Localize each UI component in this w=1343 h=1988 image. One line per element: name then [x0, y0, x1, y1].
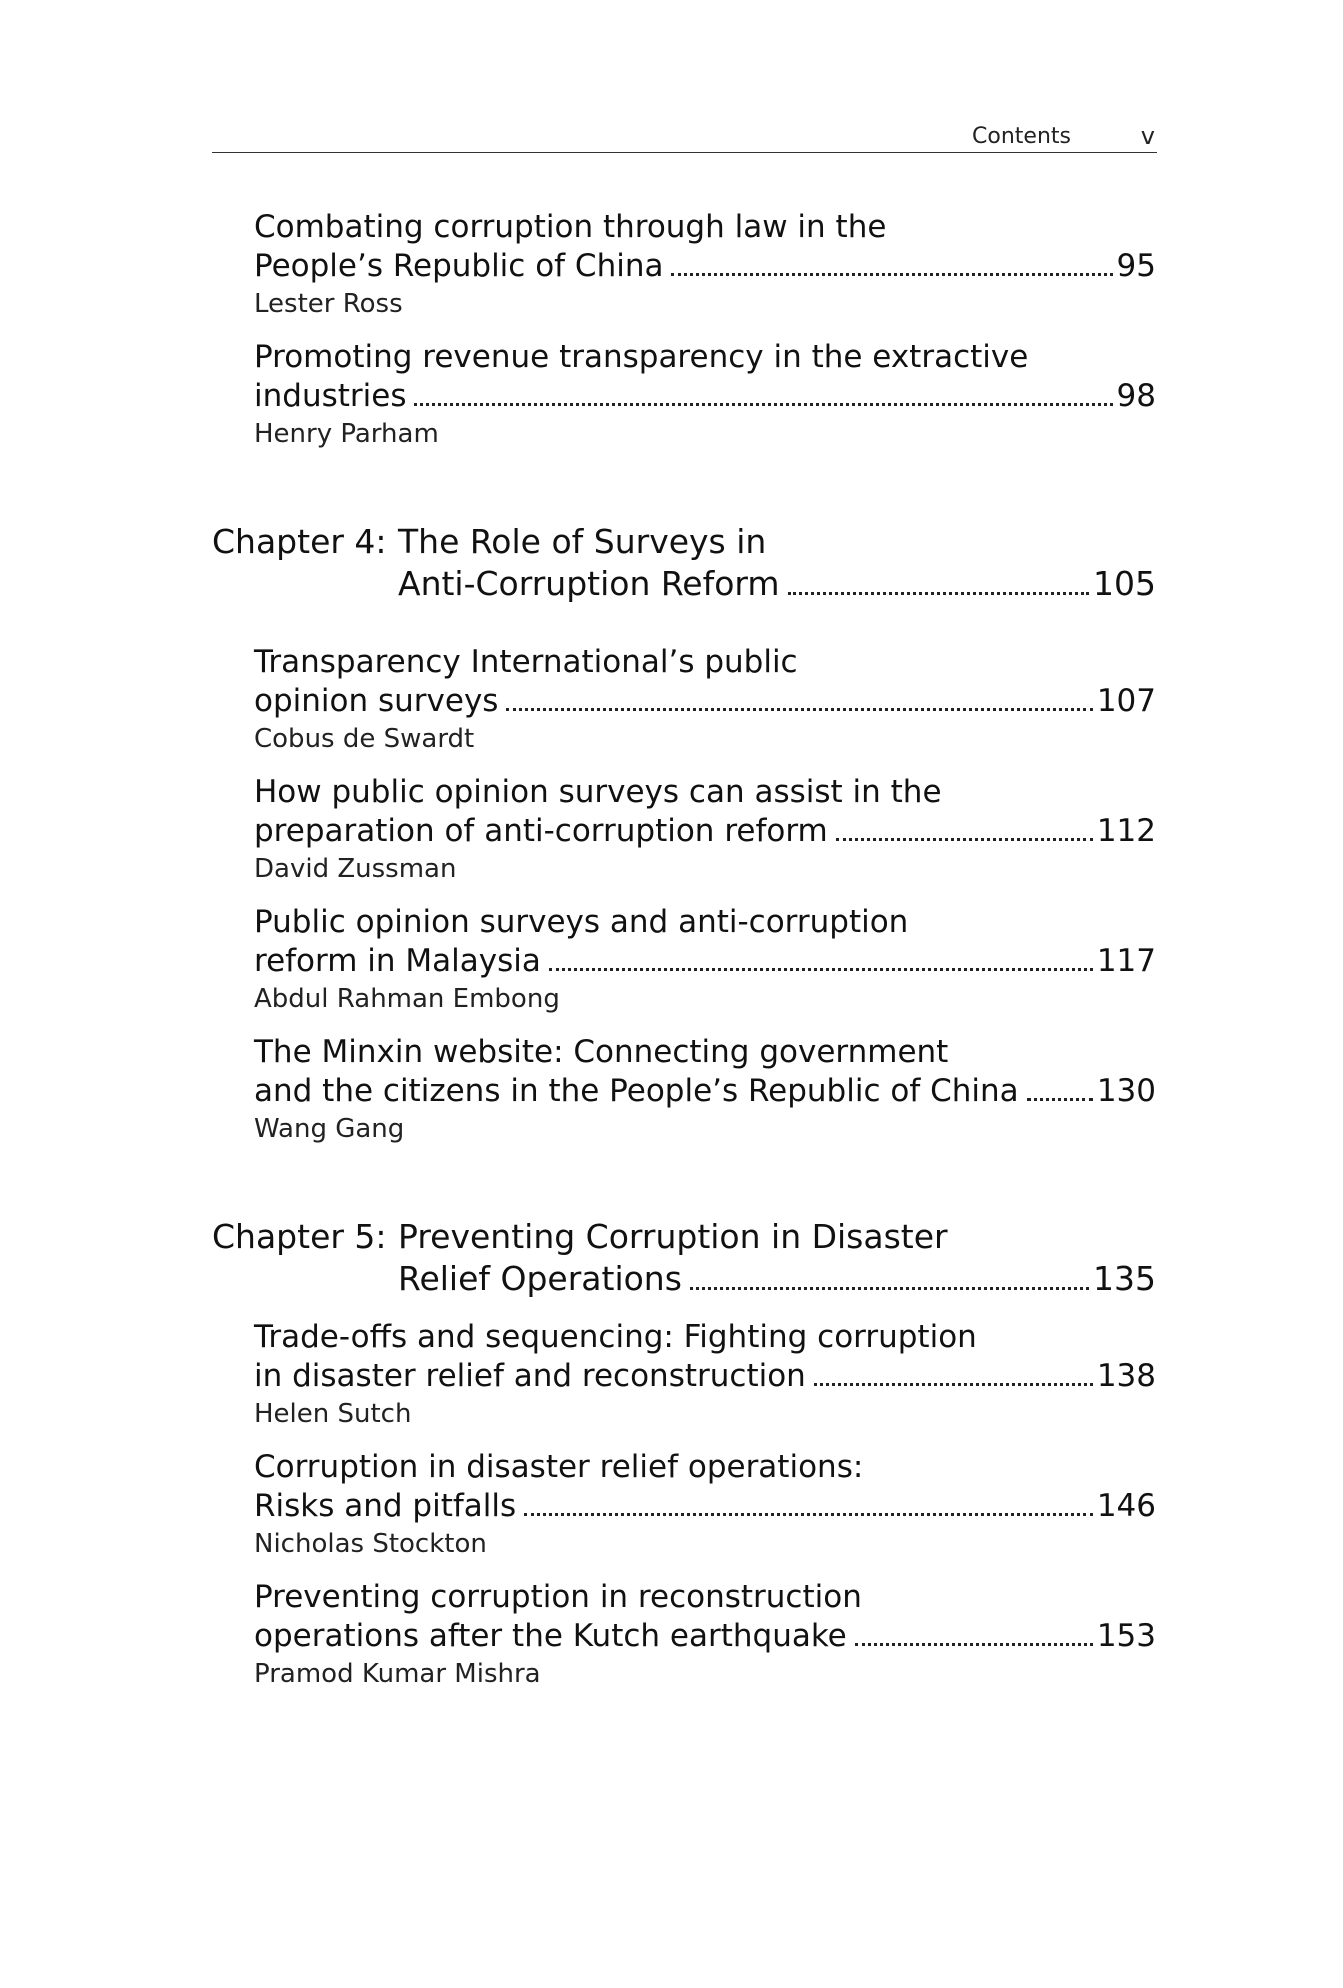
entry-page-number: 98: [1116, 378, 1156, 414]
leader-dots: [788, 592, 1089, 595]
entry-title-line1: Combating corruption through law in the: [254, 209, 887, 245]
leader-dots: [414, 403, 1112, 406]
entry-page-number: 153: [1096, 1618, 1156, 1654]
entry-title-line2: [254, 377, 1156, 416]
entry-author: Cobus de Swardt: [254, 724, 475, 754]
entry-page-number: 138: [1096, 1358, 1156, 1394]
leader-dots: [836, 838, 1093, 841]
entry-title-line2: [254, 247, 1156, 286]
entry-author: Abdul Rahman Embong: [254, 984, 560, 1014]
toc-entry[interactable]: [254, 773, 1156, 887]
entry-title-text: and the citizens in the People’s Republic of China: [254, 1073, 1019, 1109]
entry-title-text: People’s Republic of China: [254, 248, 664, 284]
chapter-title-line2: [398, 1258, 1156, 1300]
entry-title-text: industries: [254, 378, 407, 414]
entry-title-text: reform in Malaysia: [254, 943, 541, 979]
entry-title-text: in disaster relief and reconstruction: [254, 1358, 806, 1394]
leader-dots: [524, 1513, 1093, 1516]
entry-author: David Zussman: [254, 854, 457, 884]
chapter-title-text: Relief Operations: [398, 1259, 682, 1298]
chapter-label: Chapter 4:: [212, 522, 387, 561]
entry-title-line2: [254, 1487, 1156, 1526]
chapter-title-line2: [398, 563, 1156, 605]
chapter-title-line1: Preventing Corruption in Disaster: [398, 1217, 948, 1256]
entry-title-line2: [254, 1357, 1156, 1396]
chapter-heading[interactable]: [212, 521, 1156, 605]
chapter-title-text: Anti-Corruption Reform: [398, 564, 780, 603]
entry-title-text: operations after the Kutch earthquake: [254, 1618, 847, 1654]
entry-author: Pramod Kumar Mishra: [254, 1659, 541, 1689]
entry-author: Helen Sutch: [254, 1399, 412, 1429]
running-head: [212, 120, 1157, 153]
toc-entry[interactable]: [254, 208, 1156, 322]
leader-dots: [814, 1383, 1093, 1386]
entry-author: Wang Gang: [254, 1114, 405, 1144]
entry-title-line2: [254, 1072, 1156, 1111]
entry-title-line2: [254, 942, 1156, 981]
entry-title-line1: Public opinion surveys and anti-corruption: [254, 904, 909, 940]
leader-dots: [690, 1287, 1089, 1290]
toc-entry[interactable]: [254, 1033, 1156, 1147]
entry-title-text: opinion surveys: [254, 683, 499, 719]
chapter-title-line1: The Role of Surveys in: [398, 522, 767, 561]
entry-author: Nicholas Stockton: [254, 1529, 487, 1559]
entry-page-number: 117: [1096, 943, 1156, 979]
toc-entry[interactable]: [254, 1318, 1156, 1432]
entry-page-number: 130: [1096, 1073, 1156, 1109]
toc-entry[interactable]: [254, 903, 1156, 1017]
entry-page-number: 112: [1096, 813, 1156, 849]
entry-title-line2: [254, 682, 1156, 721]
entry-title-line1: The Minxin website: Connecting government: [254, 1034, 949, 1070]
toc-entry[interactable]: [254, 1578, 1156, 1692]
entry-page-number: 146: [1096, 1488, 1156, 1524]
chapter-page-number: 135: [1093, 1259, 1156, 1298]
entry-author: Henry Parham: [254, 419, 439, 449]
entry-title-line1: Preventing corruption in reconstruction: [254, 1579, 862, 1615]
chapter-page-number: 105: [1093, 564, 1156, 603]
entry-title-line1: How public opinion surveys can assist in the: [254, 774, 942, 810]
running-head-title: Contents: [972, 124, 1071, 149]
leader-dots: [549, 968, 1093, 971]
toc-entry[interactable]: [254, 1448, 1156, 1562]
entry-author: Lester Ross: [254, 289, 403, 319]
entry-title-text: preparation of anti-corruption reform: [254, 813, 828, 849]
entry-page-number: 107: [1096, 683, 1156, 719]
chapter-label: Chapter 5:: [212, 1217, 387, 1256]
page-number: v: [1140, 122, 1155, 150]
entry-page-number: 95: [1116, 248, 1156, 284]
entry-title-line1: Trade-offs and sequencing: Fighting corruption: [254, 1319, 977, 1355]
toc-entry[interactable]: [254, 338, 1156, 452]
leader-dots: [506, 708, 1092, 711]
leader-dots: [1027, 1098, 1093, 1101]
chapter-heading[interactable]: [212, 1216, 1156, 1300]
entry-title-line2: [254, 812, 1156, 851]
leader-dots: [671, 273, 1112, 276]
entry-title-line1: Promoting revenue transparency in the extractive: [254, 339, 1029, 375]
entry-title-text: Risks and pitfalls: [254, 1488, 517, 1524]
leader-dots: [855, 1643, 1093, 1646]
entry-title-line1: Transparency International’s public: [254, 644, 798, 680]
toc-entry[interactable]: [254, 643, 1156, 757]
entry-title-line1: Corruption in disaster relief operations:: [254, 1449, 864, 1485]
entry-title-line2: [254, 1617, 1156, 1656]
